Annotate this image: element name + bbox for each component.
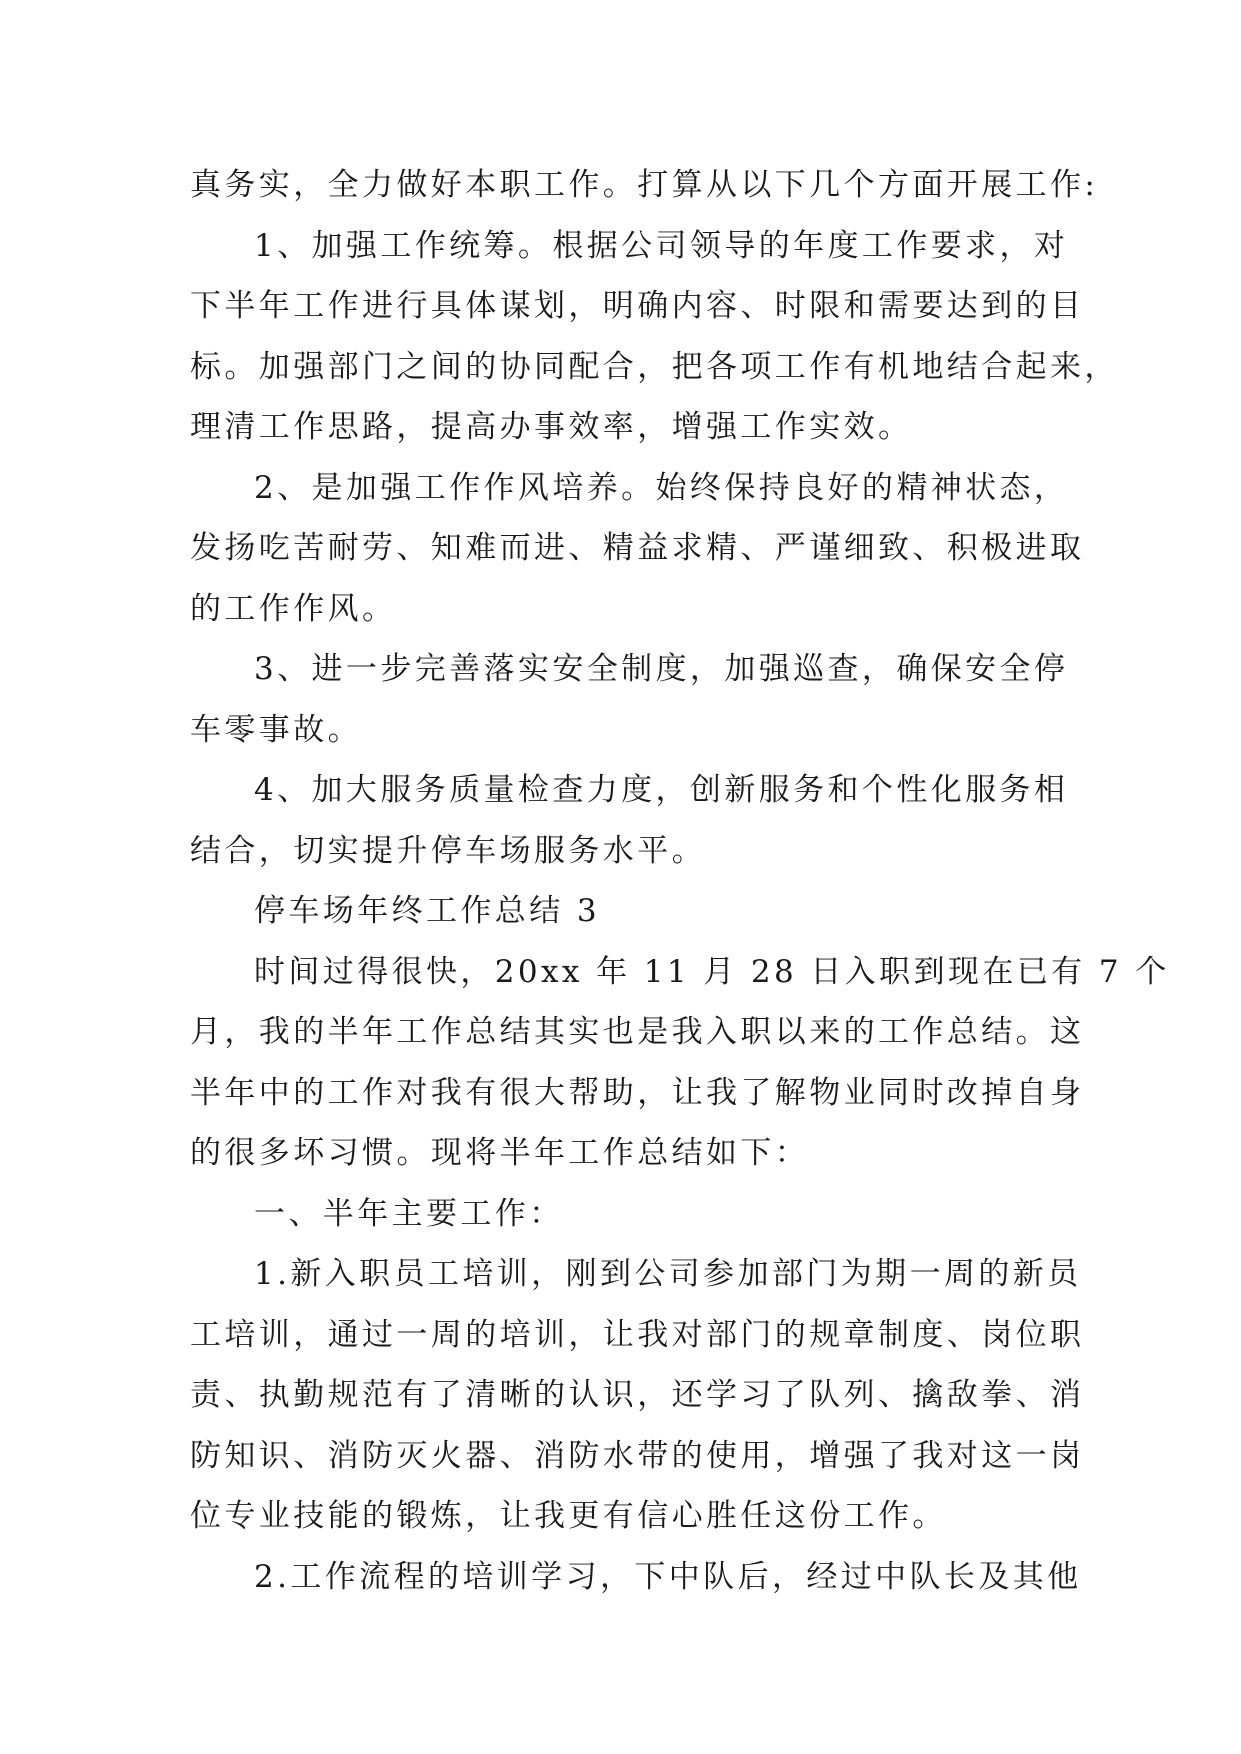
text-line: 的很多坏习惯。现将半年工作总结如下：	[190, 1135, 810, 1171]
text-line: 的工作作风。	[190, 590, 397, 627]
text-line: 防知识、消防灭火器、消防水带的使用，增强了我对这一岗	[190, 1437, 1085, 1474]
text-line: 标。加强部门之间的协同配合，把各项工作有机地结合起来，	[190, 348, 1119, 385]
subsection-heading: 一、半年主要工作：	[254, 1195, 564, 1232]
text-line: 下半年工作进行具体谋划，明确内容、时限和需要达到的目	[190, 288, 1085, 324]
paragraph-start: 时间过得很快，20xx 年 11 月 28 日入职到现在已有 7 个	[254, 953, 1170, 990]
text-line: 月，我的半年工作总结其实也是我入职以来的工作总结。这	[190, 1014, 1085, 1050]
text-line: 位专业技能的锻炼，让我更有信心胜任这份工作。	[190, 1498, 947, 1534]
text-line: 发扬吃苦耐劳、知难而进、精益求精、严谨细致、积极进取	[190, 530, 1085, 566]
paragraph-item-1: 1、加强工作统筹。根据公司领导的年度工作要求，对	[254, 227, 1069, 264]
section-heading: 停车场年终工作总结 3	[254, 893, 600, 929]
paragraph-item-2: 2.工作流程的培训学习，下中队后，经过中队长及其他	[254, 1558, 1082, 1595]
text-line: 车零事故。	[190, 711, 362, 748]
text-line: 工培训，通过一周的培训，让我对部门的规章制度、岗位职	[190, 1316, 1085, 1353]
paragraph-item-3: 3、进一步完善落实安全制度，加强巡查，确保安全停	[254, 651, 1069, 687]
paragraph-item-4: 4、加大服务质量检查力度，创新服务和个性化服务相	[254, 772, 1069, 808]
text-line: 责、执勤规范有了清晰的认识，还学习了队列、擒敌拳、消	[190, 1377, 1085, 1413]
document-body	[190, 155, 1170, 1607]
paragraph-item-1: 1.新入职员工培训，刚到公司参加部门为期一周的新员	[254, 1256, 1082, 1292]
text-line: 真务实，全力做好本职工作。打算从以下几个方面开展工作:	[190, 167, 1099, 203]
paragraph-item-2: 2、是加强工作作风培养。始终保持良好的精神状态，	[254, 469, 1069, 506]
text-line: 结合，切实提升停车场服务水平。	[190, 832, 706, 869]
text-line: 半年中的工作对我有很大帮助，让我了解物业同时改掉自身	[190, 1074, 1085, 1111]
text-line: 理清工作思路，提高办事效率，增强工作实效。	[190, 409, 913, 445]
